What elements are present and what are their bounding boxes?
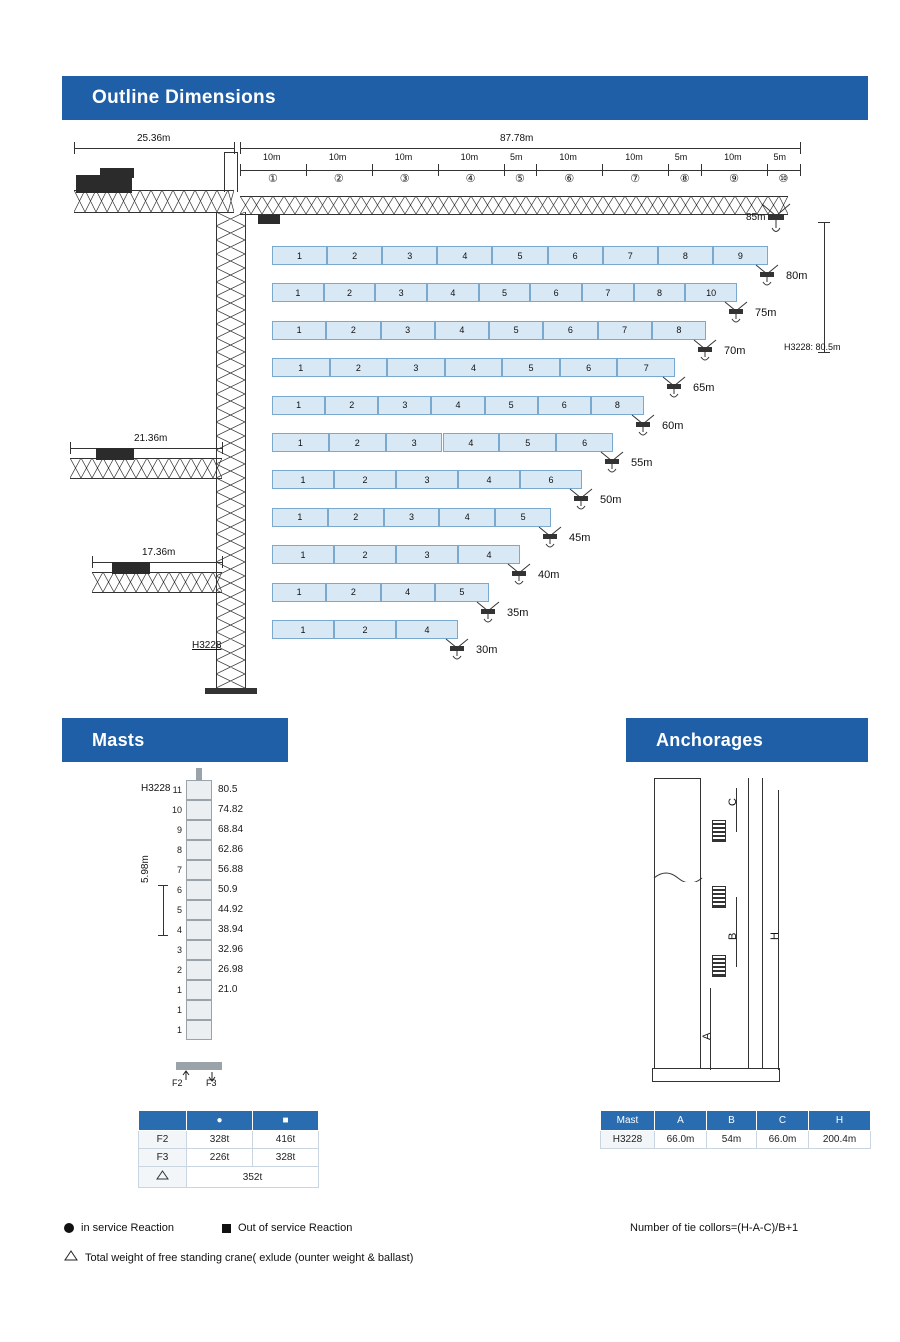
mast-section-height: 62.86: [218, 844, 244, 855]
section-title-masts: Masts: [92, 729, 145, 750]
jib-segment: 2: [329, 433, 386, 452]
tip-height-label: 85m: [746, 212, 766, 223]
cell-c: 66.0m: [757, 1131, 809, 1149]
table-row: [601, 1131, 871, 1149]
mast-section-height-label: 5.98m: [140, 855, 151, 883]
jib-segment: 2: [334, 545, 396, 564]
hook-block-icon: [752, 263, 782, 287]
jib-segment: 2: [327, 246, 382, 265]
jib-segment: 4: [445, 358, 503, 377]
jib-segment: 6: [560, 358, 618, 377]
mast-section-height: 38.94: [218, 924, 244, 935]
jib-segment: 2: [325, 396, 378, 415]
mast-section-number: 10: [171, 805, 182, 815]
cell-h: 200.4m: [809, 1131, 871, 1149]
mast-section-height: 56.88: [218, 864, 244, 875]
dim-label-jib: 87.78m: [500, 133, 534, 144]
segment-length-label: 5m: [674, 152, 688, 162]
jib-config-length-label: 50m: [600, 494, 622, 507]
jib-segment: 3: [396, 470, 458, 489]
mast-section-height: 26.98: [218, 964, 244, 975]
dim-label-b: B: [727, 932, 739, 940]
jib-segment: 3: [386, 433, 443, 452]
th-a: A: [655, 1111, 707, 1131]
jib-config-row: [272, 358, 675, 377]
mast-section-number: 8: [176, 845, 182, 855]
legend-out-of-service: [222, 1222, 352, 1234]
cell-mast: H3228: [601, 1131, 655, 1149]
th-blank: [139, 1111, 187, 1131]
mast-section: [186, 820, 212, 840]
table-row: [139, 1167, 319, 1188]
jib-config-row: [272, 508, 551, 527]
segment-tick: [668, 164, 669, 176]
dim-label-counterjib: 25.36m: [137, 133, 171, 144]
table-row: [139, 1131, 319, 1149]
jib-config-length-label: 55m: [631, 457, 653, 469]
jib-segment: 4: [439, 508, 495, 527]
jib-segment: 2: [328, 508, 384, 527]
filled-square-icon: [222, 1224, 231, 1233]
jib-segment: 3: [396, 545, 458, 564]
jib-config-row: [272, 620, 458, 639]
jib-config-row: [272, 470, 582, 489]
jib-segment: 3: [384, 508, 440, 527]
legend-total-weight: [64, 1250, 413, 1265]
jib-segment: 5: [489, 321, 543, 340]
mast-section-number: 11: [172, 785, 182, 795]
jib-segment: 1: [272, 583, 326, 602]
cell-f2-out: 416t: [253, 1131, 319, 1149]
anchorage-foundation: [652, 1068, 780, 1082]
jib-segment: 4: [431, 396, 484, 415]
segment-length-label: 10m: [460, 152, 479, 162]
jib-config-length-label: 35m: [507, 606, 529, 619]
jib-segment: 4: [427, 283, 479, 302]
jib-segment: 5: [479, 283, 531, 302]
segment-length-label: 10m: [328, 152, 347, 162]
segment-tick: [438, 164, 439, 176]
segment-tick: [240, 164, 241, 176]
section-header-masts: [62, 718, 288, 762]
dim-line-counterjib: [74, 148, 234, 149]
jib-segment: 1: [272, 283, 324, 302]
jib-segment: 1: [272, 470, 334, 489]
jib-config-length-label: 65m: [693, 382, 715, 395]
dim-tick: [74, 142, 75, 154]
mast-section: [186, 780, 212, 800]
jib-config-row: [272, 246, 768, 265]
hook-block-icon: [721, 300, 751, 324]
hook-block-icon: [442, 637, 472, 661]
segment-number-label: ⑩: [778, 173, 789, 185]
hook-block-icon: [473, 600, 503, 624]
mast-section: [186, 940, 212, 960]
tie-collar: [712, 886, 726, 908]
jib-segment: 6: [520, 470, 582, 489]
jib-segment: 3: [375, 283, 427, 302]
table-row: [139, 1149, 319, 1167]
th-out-of-service: ■: [253, 1111, 319, 1131]
hook-block-icon: [566, 487, 596, 511]
th-c: C: [757, 1111, 809, 1131]
jib-segment: 2: [334, 470, 396, 489]
jib-config-row: [272, 545, 520, 564]
mast-section-number: 1: [176, 985, 182, 995]
section-title-outline: Outline Dimensions: [92, 87, 276, 108]
segment-length-label: 10m: [625, 152, 643, 162]
jib-segment: 1: [272, 620, 334, 639]
anchorage-dimensions-table: [600, 1110, 871, 1149]
legend-label-out-of-service: Out of service Reaction: [238, 1222, 353, 1234]
hook-block-icon: [659, 375, 689, 399]
segment-number-label: ②: [333, 173, 344, 185]
jib-segment: 4: [443, 433, 500, 452]
crane-triangle-icon: [64, 1250, 78, 1265]
mast-reaction-label-f2: F2: [172, 1078, 183, 1088]
mast-section-height: 21.0: [218, 984, 238, 995]
crane-weight-icon: [139, 1167, 187, 1188]
cell-total-weight: 352t: [187, 1167, 319, 1188]
segment-number-label: ①: [267, 173, 278, 185]
filled-circle-icon: [64, 1223, 74, 1233]
segment-number-label: ⑦: [630, 173, 641, 185]
cell-a: 66.0m: [655, 1131, 707, 1149]
mast-type-label: H3228: [192, 640, 222, 651]
jib-config-length-label: 60m: [662, 419, 684, 432]
jib-segment: 4: [458, 545, 520, 564]
dim-tick: [800, 142, 801, 154]
mast-section-height: 32.96: [218, 944, 244, 955]
mast-section-height: 74.82: [218, 804, 244, 815]
jib-segment: 7: [598, 321, 652, 340]
jib-segment: 1: [272, 545, 334, 564]
cell-b: 54m: [707, 1131, 757, 1149]
jib-segment: 3: [381, 321, 435, 340]
mast-section-number: 7: [176, 865, 182, 875]
cell-f2-in: 328t: [187, 1131, 253, 1149]
mast-section: [186, 960, 212, 980]
dim-label-counterjib-21: 21.36m: [134, 433, 168, 444]
jib-config-length-label: 75m: [755, 307, 777, 320]
jib-segment: 7: [603, 246, 658, 265]
jib-segment: 5: [502, 358, 560, 377]
mast-section: [186, 840, 212, 860]
mast-section-number: 4: [176, 925, 182, 935]
th-mast: Mast: [601, 1111, 655, 1131]
mast-base: [205, 688, 257, 694]
jib-segment: 7: [582, 283, 634, 302]
segment-length-label: 5m: [773, 152, 787, 162]
jib-config-length-label: 45m: [569, 531, 591, 544]
dim-label-counterjib-17: 17.36m: [142, 547, 176, 558]
jib-segment: 4: [396, 620, 458, 639]
jib-segment: 2: [326, 583, 380, 602]
mast-reaction-label-f3: F3: [206, 1078, 217, 1088]
dim-label-c: C: [727, 798, 739, 806]
segment-number-label: ⑥: [564, 173, 575, 185]
hook-block-icon: [628, 413, 658, 437]
th-b: B: [707, 1111, 757, 1131]
mast-section: [186, 1020, 212, 1040]
segment-number-label: ⑧: [679, 173, 690, 185]
tie-collar: [712, 820, 726, 842]
jib-config-row: [272, 583, 489, 602]
section-header-outline-dimensions: [62, 76, 868, 120]
reaction-arrows-icon: [182, 1070, 222, 1084]
segment-tick: [504, 164, 505, 176]
mast-section-number: 1: [176, 1025, 182, 1035]
break-mark-icon: [650, 866, 706, 882]
jib-config-length-label: 30m: [476, 644, 498, 656]
mast-ladder-top-label: H3228: [141, 783, 171, 794]
segment-length-label: 5m: [510, 152, 523, 162]
table-header-row: [601, 1111, 871, 1131]
jib-segment: 8: [652, 321, 706, 340]
cell-f3-out: 328t: [253, 1149, 319, 1167]
jib-segment: 10: [685, 283, 737, 302]
mast-section-height: 44.92: [218, 904, 244, 915]
jib-segment: 4: [437, 246, 492, 265]
th-in-service: ●: [187, 1111, 253, 1131]
mast-top-pin: [196, 768, 202, 780]
jib-segment: 6: [530, 283, 582, 302]
jib-segment: 8: [591, 396, 644, 415]
hook-block-icon: [535, 525, 565, 549]
jib-segment: 1: [272, 508, 328, 527]
jib-segment: 3: [378, 396, 431, 415]
hook-block-icon: [504, 562, 534, 586]
segment-number-label: ⑨: [729, 173, 739, 185]
cat-head: [222, 152, 240, 192]
jib-segment: 4: [435, 321, 489, 340]
tie-collar: [712, 955, 726, 977]
jib-segment: 7: [617, 358, 675, 377]
jib-segment: 3: [387, 358, 445, 377]
legend-label-total-weight: Total weight of free standing crane( exlude (ounter weight & ballast): [85, 1251, 414, 1264]
mast-tower: [213, 212, 249, 692]
mast-section-number: 1: [176, 1005, 182, 1015]
mast-section: [186, 800, 212, 820]
jib-segment: 4: [458, 470, 520, 489]
jib-config-length-label: 70m: [724, 344, 746, 357]
jib-segment: 1: [272, 433, 329, 452]
jib-config-row: [272, 283, 737, 302]
jib-segment: 2: [334, 620, 396, 639]
segment-tick: [800, 164, 801, 176]
jib-segment: 4: [381, 583, 435, 602]
mast-section: [186, 900, 212, 920]
segment-tick: [701, 164, 702, 176]
mast-section: [186, 1000, 212, 1020]
mast-section-number: 3: [176, 945, 182, 955]
segment-tick: [372, 164, 373, 176]
mast-reactions-table: [138, 1110, 319, 1188]
mast-section-number: 6: [176, 885, 182, 895]
machinery-block: [100, 168, 134, 178]
mast-section-number: 2: [176, 965, 182, 975]
jib-segment: 1: [272, 396, 325, 415]
hook-block-icon: [597, 450, 627, 474]
mast-height-note: H3228: 80.5m: [784, 342, 841, 352]
mast-section: [186, 920, 212, 940]
segment-tick: [536, 164, 537, 176]
segment-number-label: ③: [399, 173, 410, 185]
legend-formula: [630, 1222, 798, 1234]
jib-segment: 2: [330, 358, 388, 377]
legend-in-service: [64, 1222, 174, 1234]
jib-segment: 6: [543, 321, 597, 340]
hook-block-icon: [690, 338, 720, 362]
mast-foundation: [176, 1062, 222, 1070]
jib-segment: 3: [382, 246, 437, 265]
jib-config-length-label: 40m: [538, 569, 560, 582]
mast-section: [186, 980, 212, 1000]
legend-label-formula: Number of tie collors=(H-A-C)/B+1: [630, 1222, 799, 1234]
mast-section-number: 5: [176, 905, 182, 915]
dim-label-a: A: [701, 1032, 713, 1040]
cell-f2-label: F2: [139, 1131, 187, 1149]
segment-tick: [767, 164, 768, 176]
trolley: [258, 215, 280, 224]
dim-line-jib: [240, 148, 800, 149]
jib-segment: 2: [324, 283, 376, 302]
jib-segment: 9: [713, 246, 768, 265]
jib-config-row: [272, 433, 613, 452]
jib-segment: 6: [538, 396, 591, 415]
jib-segment: 5: [485, 396, 538, 415]
jib-segment: 5: [495, 508, 551, 527]
mast-section-height: 68.84: [218, 824, 244, 835]
jib-segment: 6: [548, 246, 603, 265]
jib-segment: 6: [556, 433, 613, 452]
jib-segment: 8: [658, 246, 713, 265]
segment-length-label: 10m: [559, 152, 577, 162]
cell-f3-in: 226t: [187, 1149, 253, 1167]
mast-section-height: 50.9: [218, 884, 238, 895]
jib-segment: 1: [272, 358, 330, 377]
segment-number-label: ④: [465, 173, 476, 185]
jib-segment: 5: [435, 583, 489, 602]
mast-section: [186, 880, 212, 900]
jib-config-row: [272, 396, 644, 415]
mast-section-number: 9: [176, 825, 182, 835]
segment-length-label: 10m: [394, 152, 413, 162]
jib-segment: 2: [326, 321, 380, 340]
jib-config-length-label: 80m: [786, 270, 808, 282]
dim-tick: [240, 142, 241, 154]
jib-segment: 1: [272, 321, 326, 340]
segment-tick: [306, 164, 307, 176]
section-title-anchorages: Anchorages: [656, 729, 764, 750]
jib-segment: 1: [272, 246, 327, 265]
section-header-anchorages: [626, 718, 868, 762]
cell-f3-label: F3: [139, 1149, 187, 1167]
table-header-row: [139, 1111, 319, 1131]
segment-length-label: 10m: [724, 152, 742, 162]
legend-label-in-service: in service Reaction: [81, 1222, 174, 1234]
dim-line-segments: [240, 170, 800, 171]
dim-label-h: H: [769, 932, 781, 940]
jib-config-row: [272, 321, 706, 340]
segment-length-label: 10m: [262, 152, 281, 162]
jib-segment: 5: [492, 246, 547, 265]
mast-section-height: 80.5: [218, 784, 238, 795]
segment-tick: [602, 164, 603, 176]
jib-segment: 8: [634, 283, 686, 302]
mast-section: [186, 860, 212, 880]
th-h: H: [809, 1111, 871, 1131]
segment-number-label: ⑤: [515, 173, 525, 185]
jib-segment: 5: [499, 433, 556, 452]
